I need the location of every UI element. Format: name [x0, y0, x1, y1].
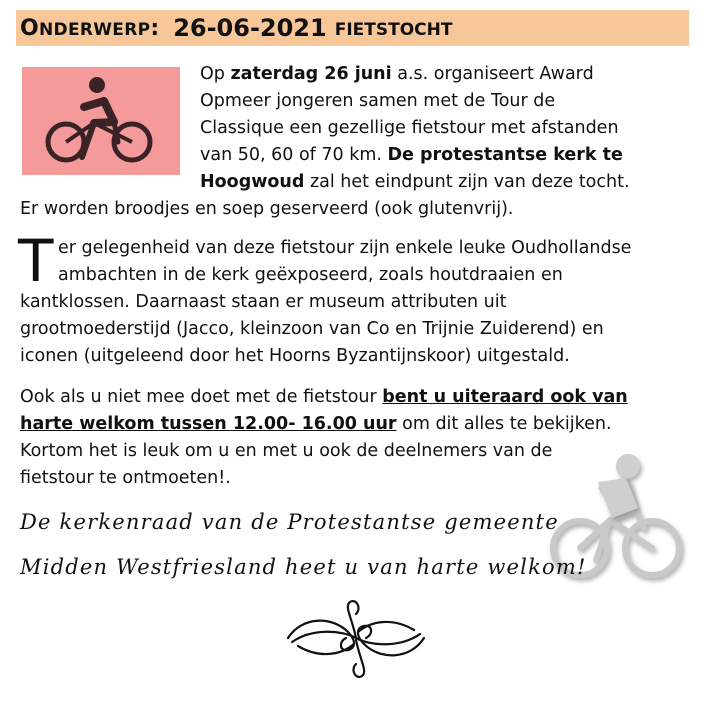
welcome-emphasis: bent u uiteraard ook van	[382, 387, 628, 407]
signature-line-2: Midden Westfriesland heet u van harte welkom!	[20, 555, 587, 579]
subject-header	[16, 10, 689, 46]
text-line: er gelegenheid van deze fietstour zijn enkele leuke Oudhollandse	[58, 238, 632, 258]
text-line: Classique een gezellige fietstour met afstanden	[200, 118, 619, 138]
text-line	[200, 142, 630, 169]
text-run: a.s. organiseert Award	[391, 64, 594, 84]
signature-line-1: De kerkenraad van de Protestantse gemeente	[20, 510, 559, 534]
text-line	[200, 61, 630, 88]
drop-cap: T	[18, 227, 54, 295]
crafts-paragraph	[20, 289, 604, 370]
church-bold: De protestantse kerk te	[387, 145, 623, 165]
subject-label	[20, 16, 150, 41]
intro-paragraph-top	[200, 61, 630, 196]
text-line: Opmeer jongeren samen met de Tour de	[200, 91, 556, 111]
subject-label-rest: NDERWERP	[39, 19, 151, 40]
subject-colon: :	[150, 15, 160, 41]
text-line	[20, 411, 628, 438]
intro-paragraph-bottom	[20, 196, 513, 223]
text-line: Kortom het is leuk om u en met u ook de deelnemers van de	[20, 441, 553, 461]
text-run: zal het eindpunt zijn van deze tocht.	[304, 172, 630, 192]
text-line	[200, 169, 630, 196]
text-line	[20, 384, 628, 411]
text-line: ambachten in de kerk geëxposeerd, zoals houtdraaien en	[58, 265, 563, 285]
event-date-bold: zaterdag 26 juni	[230, 64, 392, 84]
crafts-paragraph-indent	[58, 235, 631, 289]
opening-hours-emphasis: harte welkom tussen 12.00- 16.00 uur	[20, 414, 397, 434]
text-run: Ook als u niet mee doet met de fietstour	[20, 387, 383, 407]
flourish-ornament	[282, 598, 430, 680]
text-line: iconen (uitgeleend door het Hoorns Byzantijnskoor) uitgestald.	[20, 346, 570, 366]
text-line: kantklossen. Daarnaast staan er museum attributen uit	[20, 292, 507, 312]
welcome-paragraph	[20, 384, 628, 492]
text-run: Op	[200, 64, 231, 84]
text-line: Er worden broodjes en soep geserveerd (ook glutenvrij).	[20, 199, 514, 219]
text-line: fietstour te ontmoeten!.	[20, 468, 231, 488]
text-run: van 50, 60 of 70 km.	[200, 145, 388, 165]
subject-topic: FIETSTOCHT	[334, 20, 453, 40]
cyclist-icon	[22, 67, 180, 175]
text-run: om dit alles te bekijken.	[396, 414, 612, 434]
text-line: grootmoederstijd (Jacco, kleinzoon van Co en Trijnie Zuiderend) en	[20, 319, 604, 339]
subject-date: 26-06-2021	[173, 14, 327, 42]
location-bold: Hoogwoud	[200, 172, 305, 192]
subject-label-first: O	[20, 15, 40, 41]
